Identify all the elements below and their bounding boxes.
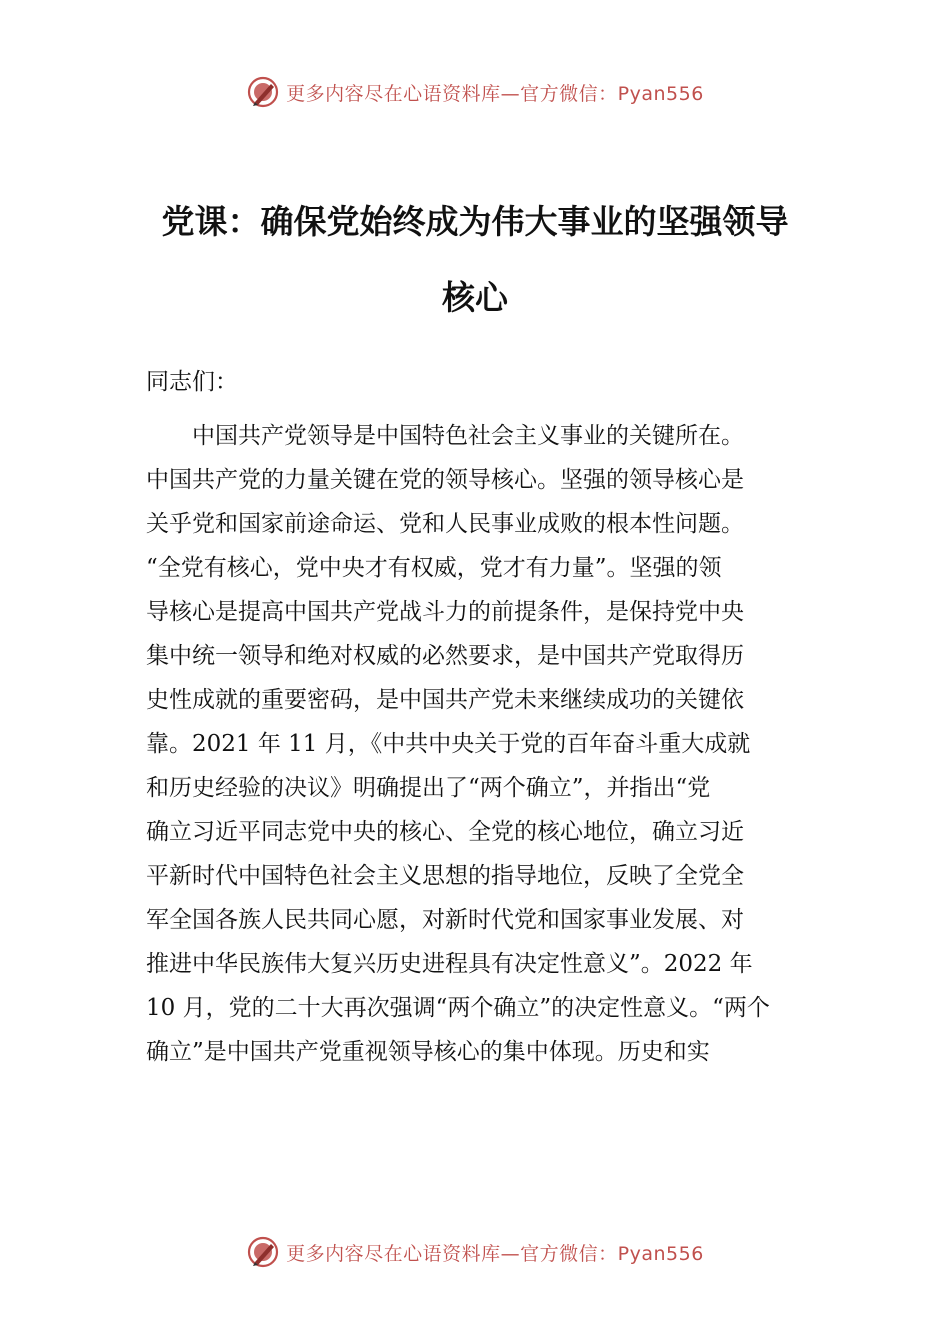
header-watermark: [0, 72, 950, 112]
body-line: 平新时代中国特色社会主义思想的指导地位，反映了全党全: [146, 863, 744, 889]
body-line: 和历史经验的决议》明确提出了“两个确立”，并指出“党: [146, 775, 711, 801]
body-line: 中国共产党的力量关键在党的领导核心。坚强的领导核心是: [146, 467, 744, 493]
body-line: 中国共产党领导是中国特色社会主义事业的关键所在。: [146, 423, 744, 449]
body-line: 靠。2021 年 11 月，《中共中央关于党的百年奋斗重大成就: [146, 731, 751, 757]
body-line: 关乎党和国家前途命运、党和人民事业成败的根本性问题。: [146, 511, 744, 537]
header-watermark-text: 更多内容尽在心语资料库—官方微信：Pyan556: [286, 82, 704, 105]
body-line: 导核心是提高中国共产党战斗力的前提条件，是保持党中央: [146, 599, 744, 625]
pen-seal-icon: [246, 1235, 280, 1269]
body-line: 史性成就的重要密码，是中国共产党未来继续成功的关键依: [146, 687, 744, 713]
salutation: 同志们：: [146, 369, 238, 395]
body-line: 集中统一领导和绝对权威的必然要求，是中国共产党取得历: [146, 643, 744, 669]
body-line: 10 月，党的二十大再次强调“两个确立”的决定性意义。“两个: [146, 995, 770, 1021]
body-line: 确立”是中国共产党重视领导核心的集中体现。历史和实: [146, 1039, 710, 1065]
body-line: 确立习近平同志党中央的核心、全党的核心地位，确立习近: [146, 819, 744, 845]
body-line: 军全国各族人民共同心愿，对新时代党和国家事业发展、对: [146, 907, 744, 933]
footer-watermark: [0, 1232, 950, 1272]
body-line: 推进中华民族伟大复兴历史进程具有决定性意义”。2022 年: [146, 951, 753, 977]
pen-seal-icon: [246, 75, 280, 109]
document-title-line1: 党课：确保党始终成为伟大事业的坚强领导: [161, 202, 789, 241]
body-line: “全党有核心，党中央才有权威，党才有力量”。坚强的领: [146, 555, 722, 581]
document-title-line2: 核心: [442, 278, 508, 317]
footer-watermark-text: 更多内容尽在心语资料库—官方微信：Pyan556: [286, 1242, 704, 1265]
